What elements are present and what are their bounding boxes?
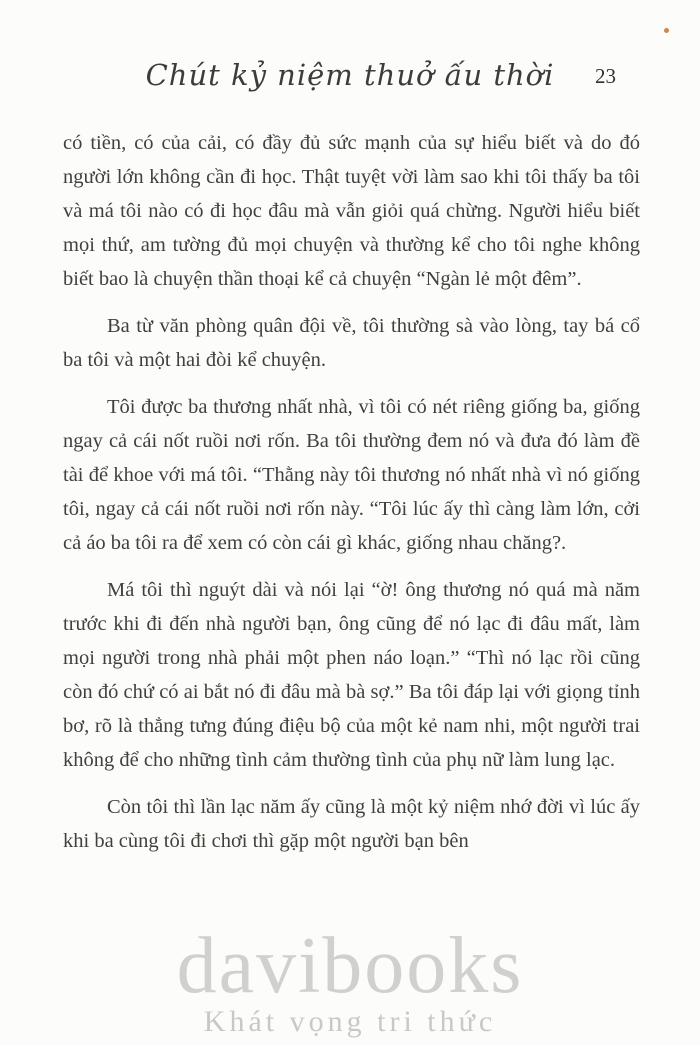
page-body — [63, 126, 640, 858]
paragraph: Má tôi thì nguýt dài và nói lại “ờ! ông thương nó quá mà năm trước khi đi đến nhà người bạn, ông cũng để nó lạc đi đâu mất, làm mọi người trong nhà phải một phen náo loạn.” “Thì nó lạc rồi cũng còn đó chứ có ai bắt nó đi đâu mà bà sợ.” Ba tôi đáp lại với giọng tỉnh bơ, rõ là thẳng tưng đúng điệu bộ của một kẻ nam nhi, một người trai không để cho những tình cảm thường tình của phụ nữ làm lung lạc. — [63, 579, 640, 771]
watermark — [0, 922, 700, 1039]
paragraph: có tiền, có của cải, có đầy đủ sức mạnh của sự hiểu biết và do đó người lớn không cần đi học. Thật tuyệt vời làm sao khi tôi thấy ba tôi và má tôi nào có đi học đâu mà vẫn giỏi quá chừng. Người hiểu biết mọi thứ, am tường đủ mọi chuyện và thường kể cho tôi nghe không biết bao là chuyện thần thoại kể cả chuyện “Ngàn lẻ một đêm”. — [63, 132, 640, 290]
page-header — [0, 0, 700, 92]
watermark-slogan: Khát vọng tri thức — [203, 1005, 497, 1038]
chapter-title: Chút kỷ niệm thuở ấu thời — [145, 58, 555, 92]
paragraph: Ba từ văn phòng quân đội về, tôi thường sà vào lòng, tay bá cổ ba tôi và một hai đòi kể chuyện. — [63, 315, 640, 371]
paragraph: Tôi được ba thương nhất nhà, vì tôi có nét riêng giống ba, giống ngay cả cái nốt ruồi nơi rốn. Ba tôi thường đem nó và đưa đó làm đề tài để khoe với má tôi. “Thằng này tôi thương nó nhất nhà vì nó giống tôi, ngay cả cái nốt ruồi nơi rốn này. “Tôi lúc ấy thì càng làm lớn, cởi cả áo ba tôi ra để xem có còn cái gì khác, giống nhau chăng?. — [63, 396, 640, 554]
paragraph: Còn tôi thì lần lạc năm ấy cũng là một kỷ niệm nhớ đời vì lúc ấy khi ba cùng tôi đi chơi thì gặp một người bạn bên — [63, 796, 640, 852]
page-number: 23 — [595, 64, 616, 88]
watermark-logo-text: davibooks — [176, 922, 524, 1010]
